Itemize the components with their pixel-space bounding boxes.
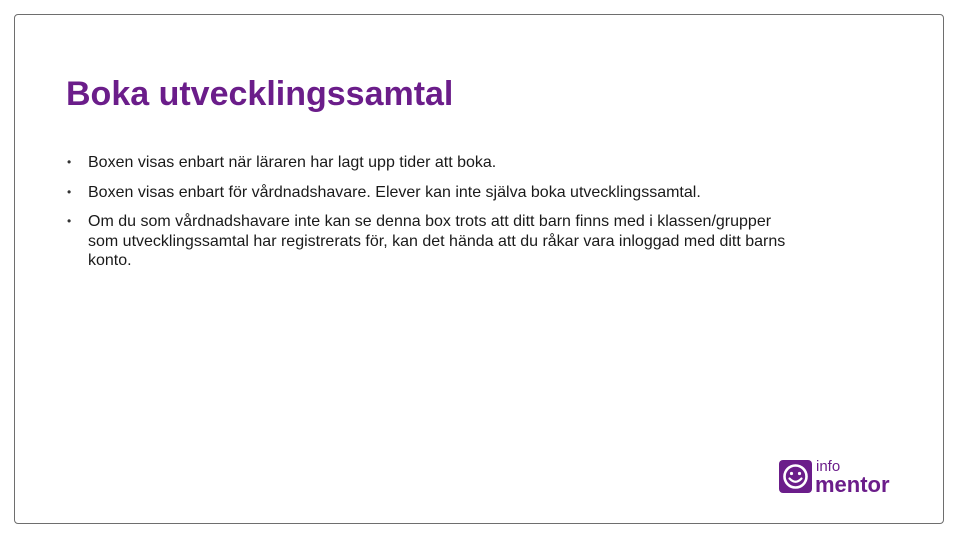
bullet-icon: • xyxy=(67,184,72,199)
slide xyxy=(14,14,944,524)
infomentor-logo xyxy=(778,458,908,498)
bullet-icon: • xyxy=(67,214,72,228)
bullet-item xyxy=(67,212,787,271)
bullet-text: Boxen visas enbart för vårdnadshavare. Elever kan inte själva boka utvecklingssamtal. xyxy=(88,183,701,201)
logo-info-text: info xyxy=(816,458,841,475)
bullet-text: Om du som vårdnadshavare inte kan se denna box trots att ditt barn finns med i klassen/grupper som utvecklingssamtal har registrerats för, kan det hända att du råkar vara inloggad med ditt barns konto. xyxy=(88,213,786,269)
bullet-item xyxy=(67,153,787,173)
smiley-icon xyxy=(779,460,812,493)
bullet-item xyxy=(67,183,787,203)
bullet-list xyxy=(67,153,787,281)
bullet-text: Boxen visas enbart när läraren har lagt upp tider att boka. xyxy=(88,154,497,171)
bullet-icon: • xyxy=(67,155,72,169)
slide-title: Boka utvecklingssamtal xyxy=(66,75,454,113)
logo-mentor-text: mentor xyxy=(815,472,890,497)
